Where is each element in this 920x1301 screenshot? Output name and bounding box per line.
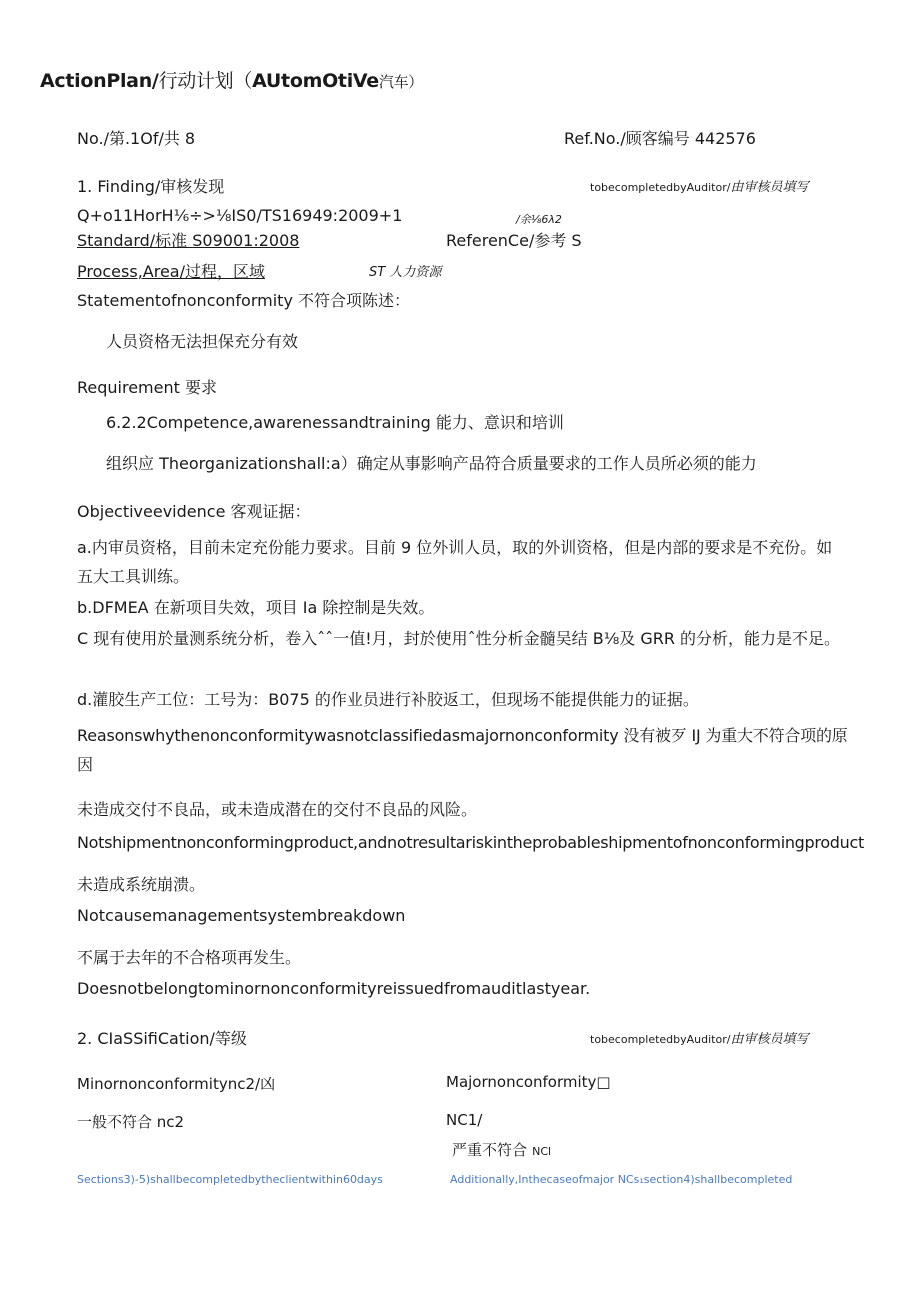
standard-value: Standard/标准 S09001:2008 — [77, 231, 300, 250]
evidence-b: b.DFMEA 在新项目失效，项目 Ia 除控制是失效。 — [77, 598, 435, 617]
page-number: No./第.1Of/共 8 — [77, 129, 196, 148]
minor-cn: 一般不符合 nc2 — [77, 1113, 185, 1131]
evidence-label: Objectiveevidence 客观证据： — [77, 502, 311, 521]
finding-heading: 1. Finding/审核发现 — [77, 177, 225, 196]
evidence-c: C 现有使用於量测系统分析，卷入ˆˆ一值!月，封於使用ˆ性分析金髓吴结 B⅛及 GRR 的分析，能力是不足。 — [77, 629, 841, 648]
reason-3-en: Doesnotbelongtominornonconformityreissuedfromauditlastyear. — [77, 979, 591, 998]
major-cn-code: NCl — [532, 1145, 552, 1158]
requirement-clause: 6.2.2Competence,awarenessandtraining 能力、意识和培训 — [106, 413, 564, 432]
standard-line-q-right: /余⅛6λ2 — [516, 213, 562, 226]
major-code: NC1/ — [446, 1111, 483, 1129]
process-value: ST 人力资源 — [369, 265, 442, 280]
standard-line-q: Q+o11HorH⅙÷>⅛IS0/TS16949:2009+1 — [77, 206, 403, 225]
requirement-text: 组织应 Theorganizationshall:a）确定从事影响产品符合质量要求的工作人员所必须的能力 — [106, 454, 757, 473]
classification-heading: 2. CIaSSifiCation/等级 — [77, 1029, 247, 1048]
evidence-d: d.灌胶生产工位：工号为：B075 的作业员进行补胶返工，但现场不能提供能力的证据。 — [77, 690, 699, 709]
reason-2-en: Notcausemanagementsystembreakdown — [77, 906, 406, 925]
finding-auditor-note — [590, 176, 808, 195]
page-title — [40, 66, 423, 93]
statement-text: 人员资格无法担保充分有效 — [106, 332, 299, 351]
auditor-note-cn: 由审核员填写 — [730, 1032, 809, 1047]
process-line — [77, 259, 447, 282]
title-automotive: AUtomOtiVe — [252, 70, 379, 92]
reason-2-cn: 未造成系统崩溃。 — [77, 875, 206, 894]
evidence-a: a.内审员资格，目前未定充份能力要求。目前 9 位外训人员，取的外训资格，但是内部的要求是不充份。如五大工具训练。 — [77, 538, 833, 586]
classification-note-left: Sections3)-5)shallbecompletedbytheclientwithin60days — [77, 1173, 383, 1186]
ref-number: Ref.No./顾客编号 442576 — [564, 129, 756, 148]
reasons-label: Reasonswhythenonconformitywasnotclassifiedasmajornonconformity 没有被歹 IJ 为重大不符合项的原因 — [77, 726, 848, 774]
major-label: Majornonconformity□ — [446, 1073, 611, 1091]
major-cn: 严重不符合 — [452, 1141, 528, 1159]
minor-label: Minornonconformitync2/凶 — [77, 1075, 276, 1093]
title-tail: 汽车） — [378, 73, 423, 91]
classification-auditor-note — [590, 1028, 808, 1047]
statement-label: Statementofnonconformity 不符合项陈述： — [77, 291, 410, 310]
title-cn: 行动计划（ — [158, 70, 253, 92]
process-label: Process,Area/过程，区域 — [77, 262, 265, 281]
standard-line — [77, 228, 585, 251]
reason-1-en: Notshipmentnonconformingproduct,andnotresultariskintheprobableshipmentofnonconformingproduct — [77, 833, 864, 852]
reason-1-cn: 未造成交付不良品，或未造成潜在的交付不良品的风险。 — [77, 800, 478, 819]
reference-value: ReferenCe/参考 S — [446, 231, 582, 250]
auditor-note-en: tobecompletedbyAuditor/ — [590, 181, 731, 194]
title-en: ActionPlan/ — [40, 70, 159, 92]
requirement-label: Requirement 要求 — [77, 378, 217, 397]
auditor-note-en: tobecompletedbyAuditor/ — [590, 1033, 731, 1046]
classification-note-right: Additionally,Inthecaseofmajor NCs₁section4)shallbecompleted — [450, 1173, 793, 1186]
auditor-note-cn: 由审核员填写 — [730, 180, 809, 195]
reason-3-cn: 不属于去年的不合格项再发生。 — [77, 948, 302, 967]
major-cn-line — [452, 1139, 551, 1160]
